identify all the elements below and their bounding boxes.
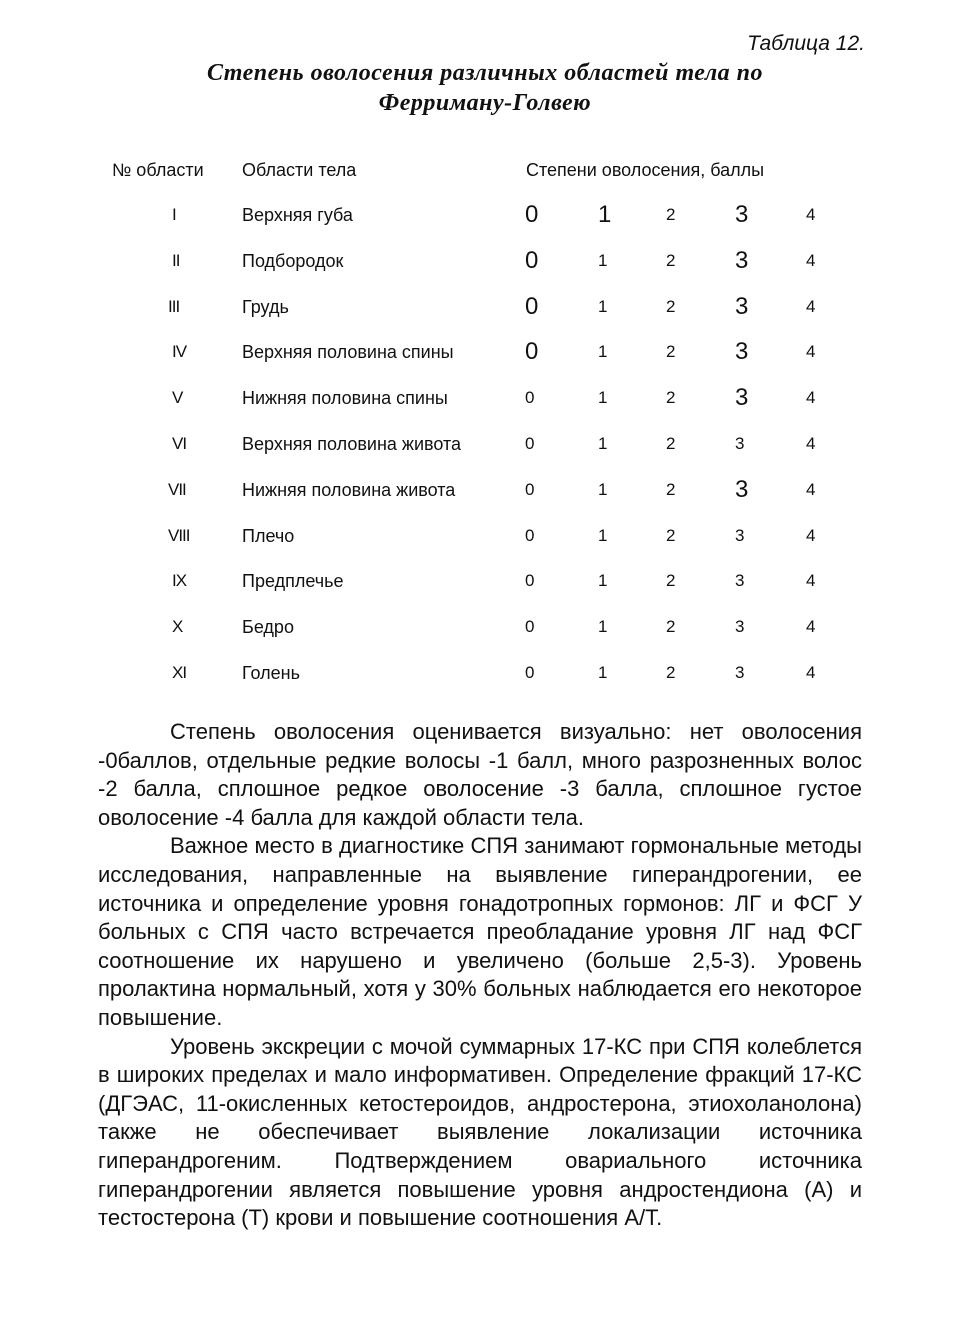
grade-value: 0 bbox=[525, 617, 535, 637]
grade-value: 4 bbox=[806, 434, 816, 453]
area-number: IV bbox=[172, 342, 187, 362]
grade-value: 2 bbox=[666, 342, 676, 362]
grade-value: 4 bbox=[806, 525, 816, 545]
grade-value: 3 bbox=[735, 292, 749, 320]
header-num: № области bbox=[112, 160, 204, 180]
grade-value: 0 bbox=[525, 525, 535, 545]
area-name: Плечо bbox=[242, 525, 295, 546]
area-name: Бедро bbox=[242, 617, 294, 638]
grade-value: 4 bbox=[806, 388, 816, 408]
table-row bbox=[0, 434, 957, 464]
grade-value: 2 bbox=[666, 434, 676, 453]
table-row bbox=[0, 384, 957, 418]
title-line-1: Степень оволосения различных областей тела по bbox=[206, 60, 764, 86]
area-number: VII bbox=[168, 479, 186, 499]
grade-value: 2 bbox=[666, 571, 676, 591]
area-name: Грудь bbox=[242, 296, 289, 317]
grade-value: 1 bbox=[598, 571, 608, 591]
grade-value: 4 bbox=[806, 296, 816, 316]
grade-value: 1 bbox=[598, 388, 608, 408]
table-row bbox=[0, 617, 957, 647]
grade-value: 2 bbox=[666, 296, 676, 316]
grade-value: 1 bbox=[598, 250, 608, 270]
grade-value: 1 bbox=[598, 201, 612, 228]
title-line-2: Ферриману-Голвею bbox=[378, 90, 592, 116]
grade-value: 0 bbox=[525, 388, 535, 408]
grade-value: 3 bbox=[735, 475, 749, 503]
grade-value: 0 bbox=[525, 571, 535, 591]
grade-value: 0 bbox=[525, 246, 539, 274]
header-area: Области тела bbox=[242, 160, 357, 180]
grade-value: 0 bbox=[525, 201, 539, 228]
grade-value: 3 bbox=[735, 571, 745, 591]
area-number: V bbox=[172, 388, 183, 408]
table-row bbox=[0, 526, 957, 556]
grade-value: 1 bbox=[598, 479, 608, 499]
grade-value: 3 bbox=[735, 663, 745, 682]
area-name: Верхняя половина спины bbox=[242, 342, 454, 363]
area-name: Подбородок bbox=[242, 250, 344, 271]
grade-value: 2 bbox=[666, 205, 676, 224]
grade-value: 4 bbox=[806, 617, 816, 637]
grade-value: 4 bbox=[806, 250, 816, 270]
body-text bbox=[98, 718, 862, 1233]
area-name: Нижняя половина живота bbox=[242, 479, 456, 500]
grade-value: 3 bbox=[735, 525, 745, 545]
grade-value: 2 bbox=[666, 525, 676, 545]
area-name: Верхняя половина живота bbox=[242, 434, 462, 454]
grade-value: 2 bbox=[666, 388, 676, 408]
area-number: VI bbox=[172, 434, 187, 453]
grade-value: 1 bbox=[598, 434, 608, 453]
area-name: Верхняя губа bbox=[242, 205, 353, 225]
grade-value: 0 bbox=[525, 338, 539, 366]
grade-value: 1 bbox=[598, 342, 608, 362]
grade-value: 4 bbox=[806, 205, 816, 224]
grade-value: 2 bbox=[666, 250, 676, 270]
grade-value: 2 bbox=[666, 479, 676, 499]
table-row bbox=[0, 338, 957, 372]
paragraph: Важное место в диагностике СПЯ занимают гормональные методы исследования, направленные на выявление гиперандрогении, ее источника и определение уровня гонадотропных гормонов: ЛГ и ФСГ У больных с СПЯ часто встречается преобладание уровня ЛГ над ФСГ соотношение их нарушено и увеличено (больше 2,5-3). Уровень пролактина нормальный, хотя у 30% больных наблюдается его некоторое повышение. bbox=[98, 833, 862, 1030]
grade-value: 4 bbox=[806, 479, 816, 499]
grade-value: 2 bbox=[666, 617, 676, 637]
table-row bbox=[0, 571, 957, 601]
area-number: III bbox=[168, 296, 180, 316]
grade-value: 1 bbox=[598, 296, 608, 316]
grade-value: 1 bbox=[598, 525, 608, 545]
grade-value: 0 bbox=[525, 292, 539, 320]
grade-value: 1 bbox=[598, 617, 608, 637]
table-label: Таблица 12. bbox=[747, 32, 865, 55]
grade-value: 3 bbox=[735, 384, 749, 412]
table-row bbox=[0, 663, 957, 693]
paragraph: Степень оволосения оценивается визуально: нет оволосения -0баллов, отдельные редкие волосы -1 балл, много разрозненных волос -2 балла, сплошное редкое оволосение -3 балла, сплошное густое оволосение -4 балла для каждой области тела. bbox=[98, 719, 862, 830]
grade-value: 3 bbox=[735, 617, 745, 637]
area-name: Голень bbox=[242, 663, 300, 683]
grade-value: 2 bbox=[666, 663, 676, 682]
area-name: Предплечье bbox=[242, 571, 344, 592]
grade-value: 0 bbox=[525, 663, 535, 682]
area-number: VIII bbox=[168, 525, 190, 545]
grade-value: 1 bbox=[598, 663, 608, 682]
grade-value: 4 bbox=[806, 663, 816, 682]
grade-value: 3 bbox=[735, 434, 745, 453]
table-row bbox=[0, 292, 957, 327]
area-number: II bbox=[172, 250, 180, 270]
grade-value: 3 bbox=[735, 246, 749, 274]
table-row bbox=[0, 201, 957, 235]
grade-value: 0 bbox=[525, 479, 535, 499]
area-number: IX bbox=[172, 571, 187, 591]
area-number: X bbox=[172, 617, 183, 637]
grade-value: 3 bbox=[735, 201, 749, 228]
area-number: XI bbox=[172, 663, 187, 682]
table-row bbox=[0, 246, 957, 281]
grade-value: 3 bbox=[735, 338, 749, 366]
header-grades: Степени оволосения, баллы bbox=[526, 160, 765, 180]
grade-value: 4 bbox=[806, 571, 816, 591]
grade-value: 4 bbox=[806, 342, 816, 362]
grade-value: 0 bbox=[525, 434, 535, 453]
table-row bbox=[0, 475, 957, 510]
table-title bbox=[100, 58, 870, 118]
paragraph: Уровень экскреции с мочой суммарных 17-КС при СПЯ колеблется в широких пределах и мало информативен. Определение фракций 17-КС (ДГЭАС, 11-окисленных кетостероидов, андростерона, этиохоланолона) также не обеспечивает выявление локализации источника гиперандрогеним. Подтверждением овариального источника гиперандрогении является повышение уровня андростендиона (А) и тестостерона (Т) крови и повышение соотношения А/Т. bbox=[98, 1033, 862, 1231]
area-number: I bbox=[172, 205, 176, 224]
area-name: Нижняя половина спины bbox=[242, 388, 448, 409]
